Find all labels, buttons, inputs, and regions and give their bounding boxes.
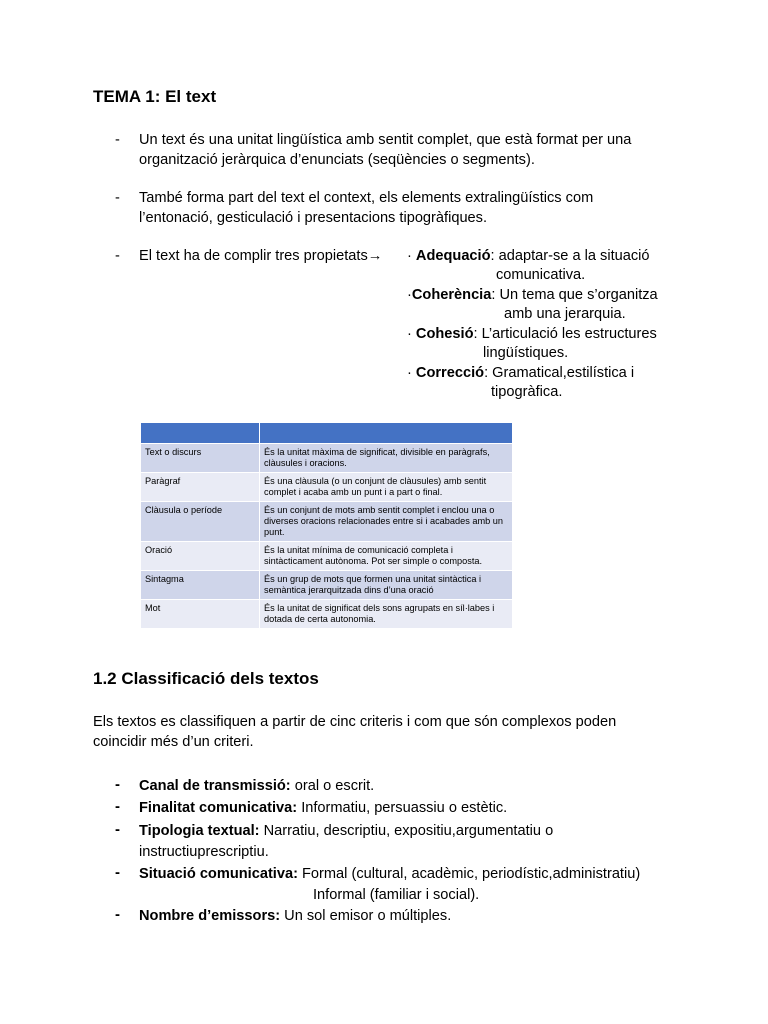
- criterion-text: Narratiu, descriptiu, expositiu,argumentatiu o: [259, 823, 554, 839]
- property-adequacio: [407, 247, 650, 267]
- section-heading: 1.2 Classificació dels textos: [93, 669, 319, 688]
- criterion-item: [139, 864, 640, 885]
- table-row: [141, 473, 512, 502]
- criterion-text: Informatiu, persuassiu o estètic.: [297, 800, 508, 816]
- property-prefix: ·: [407, 287, 412, 303]
- table-header-row: [141, 423, 512, 444]
- criterion-item: [139, 798, 507, 819]
- property-desc: : Un tema que s’organitza: [491, 287, 658, 303]
- table-definition: És un conjunt de mots amb sentit complet i enclou una o diverses oracions relacionades entre si i acabades amb un punt.: [260, 502, 513, 542]
- criterion-text: Un sol emisor o múltiples.: [280, 908, 452, 924]
- criterion-label: Situació comunicativa:: [139, 866, 298, 882]
- property-desc: : adaptar-se a la situació: [490, 248, 650, 264]
- property-desc: : Gramatical,estilística i: [484, 365, 635, 381]
- criterion-item: [139, 776, 374, 797]
- criterion-line: [139, 821, 553, 842]
- criterion-text: Formal (cultural, acadèmic, periodístic,administratiu): [297, 866, 641, 882]
- bullet-marker: -: [115, 776, 120, 793]
- table-definition: És una clàusula (o un conjunt de clàusules) amb sentit complet i acaba amb un punt i a part o final.: [260, 473, 513, 502]
- criterion-label: Canal de transmissió:: [139, 778, 291, 794]
- property-name: Adequació: [415, 248, 491, 264]
- bullet-marker: -: [115, 798, 120, 815]
- text-line: Un text és una unitat lingüística amb sentit complet, que està format per una: [139, 132, 632, 148]
- table-term: Paràgraf: [141, 473, 260, 502]
- table-term: Text o discurs: [141, 444, 260, 473]
- table-row: [141, 502, 512, 542]
- property-correccio: [407, 364, 634, 384]
- criterion-label: Finalitat comunicativa:: [139, 800, 298, 816]
- property-name: Cohesió: [415, 326, 474, 342]
- bullet-marker: -: [115, 864, 120, 881]
- text-line: Els textos es classifiquen a partir de cinc criteris i com que són complexos poden: [93, 714, 617, 730]
- criterion-continuation: Informal (familiar i social).: [313, 887, 480, 903]
- criterion-text: oral o escrit.: [290, 778, 375, 794]
- intro-paragraph-1: [139, 131, 631, 170]
- criterion-label: Tipologia textual:: [139, 823, 260, 839]
- intro-paragraph-2: [139, 189, 593, 228]
- intro-paragraph-3: El text ha de complir tres propietats→: [139, 248, 383, 264]
- table-row: [141, 444, 512, 473]
- property-correccio-cont: tipogràfica.: [491, 384, 563, 400]
- property-adequacio-cont: comunicativa.: [496, 267, 586, 283]
- table-header-cell: [260, 423, 513, 444]
- bullet-dash: -: [115, 190, 120, 206]
- table-definition: És la unitat màxima de significat, divisible en paràgrafs, clàusules i oracions.: [260, 444, 513, 473]
- property-cohesio-cont: lingüístiques.: [483, 345, 569, 361]
- bullet-dash: -: [115, 132, 120, 148]
- criterion-item: [139, 821, 553, 862]
- property-name: Correcció: [415, 365, 485, 381]
- property-cohesio: [407, 325, 657, 345]
- table-row: [141, 542, 512, 571]
- section-intro: [93, 713, 616, 752]
- criterion-line: instructiuprescriptiu.: [139, 843, 269, 860]
- page-title: TEMA 1: El text: [93, 87, 217, 106]
- property-prefix: ·: [407, 326, 416, 342]
- table-term: Oració: [141, 542, 260, 571]
- property-name: Coherència: [411, 287, 492, 303]
- table-definition: És la unitat de significat dels sons agrupats en síl·labes i dotada de certa autonomia.: [260, 600, 513, 629]
- table-term: Clàusula o període: [141, 502, 260, 542]
- bullet-marker: -: [115, 821, 120, 838]
- text-line: organització jeràrquica d’enunciats (seqüències o segments).: [139, 151, 535, 168]
- text-line: coincidir més d’un criteri.: [93, 733, 254, 750]
- table-term: Sintagma: [141, 571, 260, 600]
- property-coherencia-cont: amb una jerarquia.: [504, 306, 626, 322]
- table-header-cell: [141, 423, 260, 444]
- bullet-dash: -: [115, 248, 120, 264]
- text-line: l’entonació, gesticulació i presentacions tipogràfiques.: [139, 209, 488, 226]
- property-prefix: ·: [407, 365, 416, 381]
- text-line: També forma part del text el context, els elements extralingüístics com: [139, 190, 594, 206]
- bullet-marker: -: [115, 906, 120, 923]
- table-row: [141, 571, 512, 600]
- property-desc: : L’articulació les estructures: [473, 326, 657, 342]
- property-coherencia: [407, 286, 658, 306]
- table-definition: És un grup de mots que formen una unitat sintàctica i semàntica jerarquitzada dins d’una oració: [260, 571, 513, 600]
- table-term: Mot: [141, 600, 260, 629]
- table-definition: És la unitat mínima de comunicació completa i sintàcticament autònoma. Pot ser simple o composta.: [260, 542, 513, 571]
- text-units-table: [141, 423, 512, 629]
- criterion-label: Nombre d’emissors:: [139, 908, 281, 924]
- property-prefix: ·: [407, 248, 416, 264]
- criterion-item: [139, 906, 451, 927]
- table-row: [141, 600, 512, 629]
